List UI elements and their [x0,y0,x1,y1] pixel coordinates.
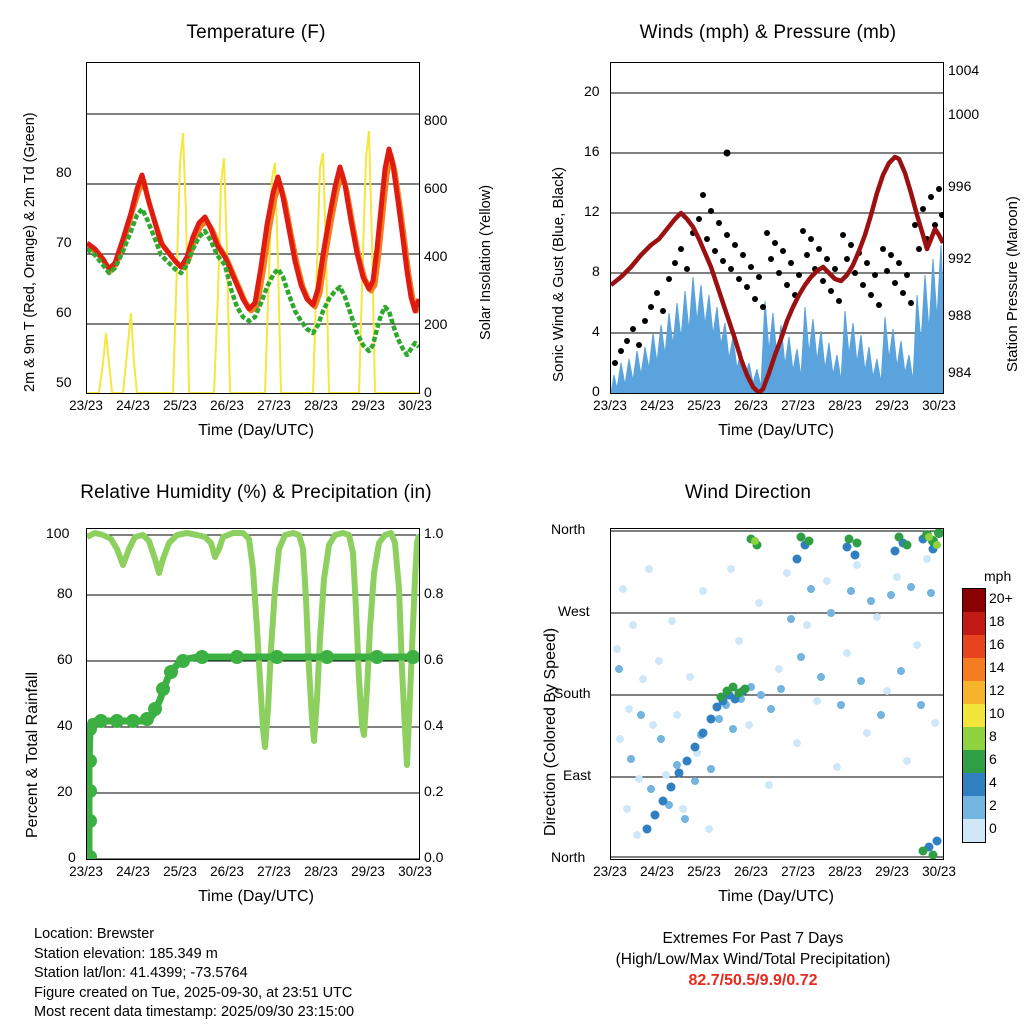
chart-humidity-ytick-right: 0.6 [424,651,444,667]
chart-temperature-xtick: 24/23 [116,398,150,413]
chart-winds-xtick: 29/23 [875,398,909,413]
chart-temperature-ylabel-right: Solar Insolation (Yellow) [478,184,494,340]
chart-wind-direction-xtick: 27/23 [781,864,815,879]
chart-winds-ylabel: Sonic Wind & Gust (Blue, Black) [550,166,567,382]
chart-winds-ylabel-right: Station Pressure (Maroon) [1004,196,1021,372]
metadata-location: Location: Brewster [34,926,155,942]
colorbar-gradient [962,588,986,843]
colorbar-tick: 12 [989,682,1005,698]
chart-winds-xtick: 28/23 [828,398,862,413]
chart-wind-direction-ytick: East [563,767,592,783]
wind-speed-colorbar [962,570,1024,870]
chart-winds-ytick-right: 992 [948,250,972,266]
colorbar-tick: 14 [989,659,1005,675]
chart-winds-plot [610,62,944,394]
chart-humidity-xtick: 28/23 [304,864,338,879]
chart-humidity-ytick: 60 [57,651,73,667]
chart-winds-xtick: 24/23 [640,398,674,413]
chart-wind-direction-xtick: 25/23 [687,864,721,879]
chart-humidity-xlabel: Time (Day/UTC) [198,888,314,905]
chart-humidity-plot [86,528,420,860]
chart-humidity-ytick: 0 [68,849,76,865]
chart-temperature-ytick: 80 [56,164,72,180]
chart-winds-xtick: 27/23 [781,398,815,413]
chart-humidity-xtick: 30/23 [398,864,432,879]
chart-wind-direction-ytick: North [551,849,586,865]
chart-winds-pressure [512,0,1024,450]
chart-temperature-xtick: 29/23 [351,398,385,413]
chart-temperature [0,0,512,450]
chart-winds-ytick: 12 [584,203,600,219]
chart-winds-title: Winds (mph) & Pressure (mb) [639,22,897,43]
chart-temperature-xlabel: Time (Day/UTC) [198,422,314,439]
chart-wind-direction-ylabel: Direction (Colored By Speed) [542,627,559,836]
extremes-subheading: (High/Low/Max Wind/Total Precipitation) [615,951,891,968]
extremes-heading: Extremes For Past 7 Days [662,930,844,947]
chart-wind-direction-xtick: 28/23 [828,864,862,879]
chart-winds-ytick-right: 996 [948,178,972,194]
chart-humidity-ytick-right: 1.0 [424,525,444,541]
colorbar-tick: 6 [989,751,997,767]
chart-winds-ytick: 8 [592,263,600,279]
chart-temperature-xtick: 27/23 [257,398,291,413]
chart-humidity-ylabel: Percent & Total Rainfall [24,671,41,838]
chart-temperature-canvas [87,63,419,393]
extremes-summary [518,928,988,991]
chart-temperature-ytick: 60 [56,304,72,320]
colorbar-tick: 0 [989,820,997,836]
chart-winds-xtick: 23/23 [593,398,627,413]
chart-wind-direction-ytick: South [554,685,591,701]
metadata-figure-created: Figure created on Tue, 2025-09-30, at 23:51 UTC [34,984,353,1001]
chart-wind-direction-title: Wind Direction [684,482,812,503]
chart-wind-direction-xtick: 30/23 [922,864,956,879]
chart-temperature-title: Temperature (F) [186,22,326,43]
chart-humidity-xtick: 24/23 [116,864,150,879]
chart-humidity-xtick: 27/23 [257,864,291,879]
chart-winds-ytick: 16 [584,143,600,159]
chart-temperature-xtick: 30/23 [398,398,432,413]
chart-humidity-ytick-right: 0.8 [424,585,444,601]
chart-temperature-ytick-right: 400 [424,248,448,264]
chart-temperature-ytick-right: 600 [424,180,448,196]
chart-winds-ytick: 4 [592,323,600,339]
chart-humidity-ytick-right: 0.4 [424,717,444,733]
chart-humidity-title: Relative Humidity (%) & Precipitation (in) [80,482,432,503]
colorbar-tick: 10 [989,705,1005,721]
chart-temperature-ytick-right: 200 [424,316,448,332]
chart-wind-direction-xtick: 23/23 [593,864,627,879]
chart-wind-direction [512,468,1024,928]
colorbar-tick: 2 [989,797,997,813]
chart-humidity-xtick: 25/23 [163,864,197,879]
metadata-elevation: Station elevation: 185.349 m [34,945,218,962]
chart-wind-direction-xlabel: Time (Day/UTC) [718,888,834,905]
chart-humidity-ytick: 100 [46,525,70,541]
chart-humidity-ytick-right: 0.2 [424,783,444,799]
chart-temperature-xtick: 23/23 [69,398,103,413]
colorbar-tick: 18 [989,613,1005,629]
colorbar-tick: 16 [989,636,1005,652]
chart-winds-ytick-right: 1000 [948,106,980,122]
chart-wind-direction-xtick: 24/23 [640,864,674,879]
chart-winds-canvas [611,63,943,393]
extremes-values: 82.7/50.5/9.9/0.72 [688,972,818,989]
station-metadata [34,925,504,1023]
chart-winds-ytick: 0 [592,383,600,399]
chart-humidity-canvas [87,529,419,859]
chart-temperature-ytick-right: 0 [424,384,432,400]
chart-wind-direction-xtick: 26/23 [734,864,768,879]
chart-temperature-xtick: 26/23 [210,398,244,413]
chart-humidity-xtick: 23/23 [69,864,103,879]
metadata-recent-timestamp: Most recent data timestamp: 2025/09/30 23:15:00 [34,1004,355,1020]
chart-humidity-xtick: 29/23 [351,864,385,879]
chart-winds-ytick-right: 984 [948,364,972,380]
chart-wind-direction-ytick: North [551,521,586,537]
chart-winds-ytick: 20 [584,83,600,99]
chart-humidity-xtick: 26/23 [210,864,244,879]
colorbar-tick: 8 [989,728,997,744]
chart-winds-ytick-right: 988 [948,307,972,323]
chart-wind-direction-xtick: 29/23 [875,864,909,879]
chart-winds-xtick: 25/23 [687,398,721,413]
chart-wind-direction-ytick: West [558,603,590,619]
chart-winds-xtick: 30/23 [922,398,956,413]
chart-temperature-plot [86,62,420,394]
chart-humidity-precip [0,468,512,928]
colorbar-tick: 20+ [989,590,1013,606]
colorbar-title: mph [984,568,1012,584]
chart-temperature-xtick: 28/23 [304,398,338,413]
chart-humidity-ytick: 40 [57,717,73,733]
chart-winds-xtick: 26/23 [734,398,768,413]
chart-temperature-ytick-right: 800 [424,112,448,128]
metadata-latlon: Station lat/lon: 41.4399; -73.5764 [34,965,248,981]
chart-temperature-ytick: 50 [56,374,72,390]
chart-wind-direction-plot [610,528,944,860]
chart-humidity-ytick: 20 [57,783,73,799]
chart-wind-direction-canvas [611,529,943,859]
chart-temperature-xtick: 25/23 [163,398,197,413]
chart-temperature-ytick: 70 [56,234,72,250]
colorbar-tick: 4 [989,774,997,790]
chart-winds-ytick-right: 1004 [948,62,980,78]
chart-humidity-ytick-right: 0.0 [424,849,444,865]
chart-winds-xlabel: Time (Day/UTC) [718,422,834,439]
chart-temperature-ylabel: 2m & 9m T (Red, Orange) & 2m Td (Green) [22,112,38,392]
chart-humidity-ytick: 80 [57,585,73,601]
